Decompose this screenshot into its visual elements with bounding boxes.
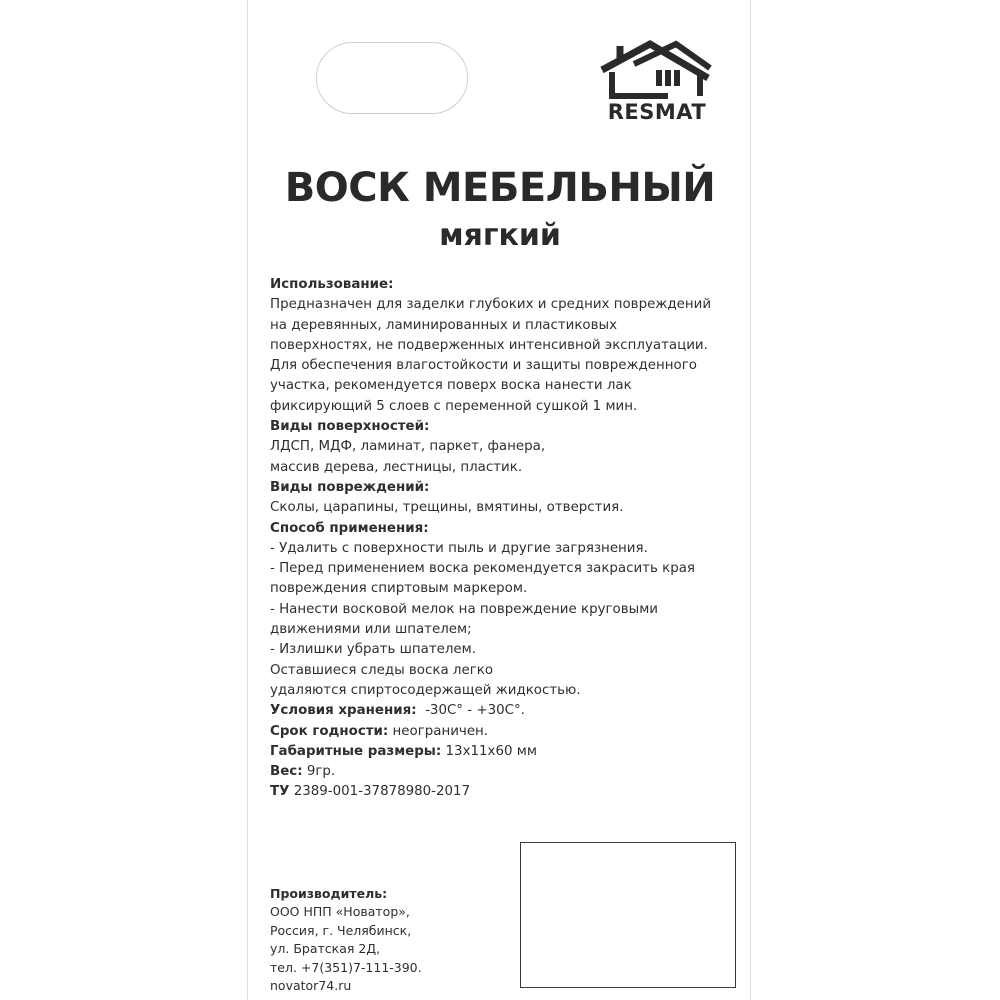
usage-line: на деревянных, ламинированных и пластиковых: [270, 317, 618, 333]
shelf-life-row: [270, 722, 740, 742]
manufacturer-line: тел. +7(351)7-111-390.: [270, 959, 422, 975]
tu-value: 2389-001-37878980-2017: [289, 784, 471, 800]
storage-row: [270, 701, 740, 721]
manufacturer-line: ул. Братская 2Д,: [270, 941, 381, 957]
method-line: Оставшиеся следы воска легко: [270, 662, 494, 678]
manufacturer-block: [270, 885, 490, 995]
weight-label: Вес:: [270, 764, 303, 780]
method-line: движениями или шпателем;: [270, 622, 472, 638]
hang-hole: [316, 42, 468, 114]
manufacturer-heading: Производитель:: [270, 886, 388, 901]
resmat-logo: [598, 38, 716, 130]
usage-heading: Использование:: [270, 277, 394, 292]
damage-heading: Виды повреждений:: [270, 479, 430, 495]
surfaces-line: массив дерева, лестницы, пластик.: [270, 459, 523, 475]
dimensions-row: [270, 742, 740, 762]
tu-row: [270, 782, 740, 802]
weight-row: [270, 762, 740, 782]
surfaces-heading: Виды поверхностей:: [270, 419, 430, 435]
brand-name: RESMAT: [607, 100, 707, 124]
manufacturer-line: Россия, г. Челябинск,: [270, 922, 412, 938]
method-line: - Излишки убрать шпателем.: [270, 642, 477, 658]
house-icon: [598, 38, 716, 100]
manufacturer-line: ООО НПП «Новатор»,: [270, 904, 410, 920]
shelf-life-value: неограничен.: [388, 723, 489, 739]
storage-label: Условия хранения:: [270, 703, 417, 719]
dimensions-value: 13х11х60 мм: [441, 743, 537, 759]
method-line: - Нанести восковой мелок на повреждение круговыми: [270, 601, 659, 617]
product-subtitle: мягкий: [439, 218, 561, 253]
method-line: - Перед применением воска рекомендуется закрасить края: [270, 561, 695, 577]
usage-line: Предназначен для заделки глубоких и средних повреждений: [270, 297, 712, 313]
method-line: удаляются спиртосодержащей жидкостью.: [270, 682, 581, 698]
weight-value: 9гр.: [302, 764, 336, 780]
method-heading: Способ применения:: [270, 520, 429, 536]
method-line: повреждения спиртовым маркером.: [270, 581, 528, 597]
label-placeholder-box: [520, 842, 736, 988]
description-block: [270, 275, 740, 803]
damage-line: Сколы, царапины, трещины, вмятины, отверстия.: [270, 500, 624, 516]
usage-line: поверхностях, не подверженных интенсивной эксплуатации.: [270, 337, 708, 353]
method-line: - Удалить с поверхности пыль и другие загрязнения.: [270, 540, 648, 556]
tu-label: ТУ: [270, 784, 290, 800]
dimensions-label: Габаритные размеры:: [270, 743, 442, 759]
product-title: ВОСК МЕБЕЛЬНЫЙ: [284, 165, 716, 211]
usage-line: участка, рекомендуется поверх воска нанести лак: [270, 378, 632, 394]
usage-line: фиксирующий 5 слоев с переменной сушкой 1 мин.: [270, 398, 638, 414]
manufacturer-line: novator74.ru: [270, 977, 352, 993]
usage-line: Для обеспечения влагостойкости и защиты поврежденного: [270, 358, 697, 374]
surfaces-line: ЛДСП, МДФ, ламинат, паркет, фанера,: [270, 439, 546, 455]
package-card: [247, 0, 751, 1000]
shelf-life-label: Срок годности:: [270, 723, 389, 739]
storage-value: -30С° - +30С°.: [416, 703, 525, 719]
